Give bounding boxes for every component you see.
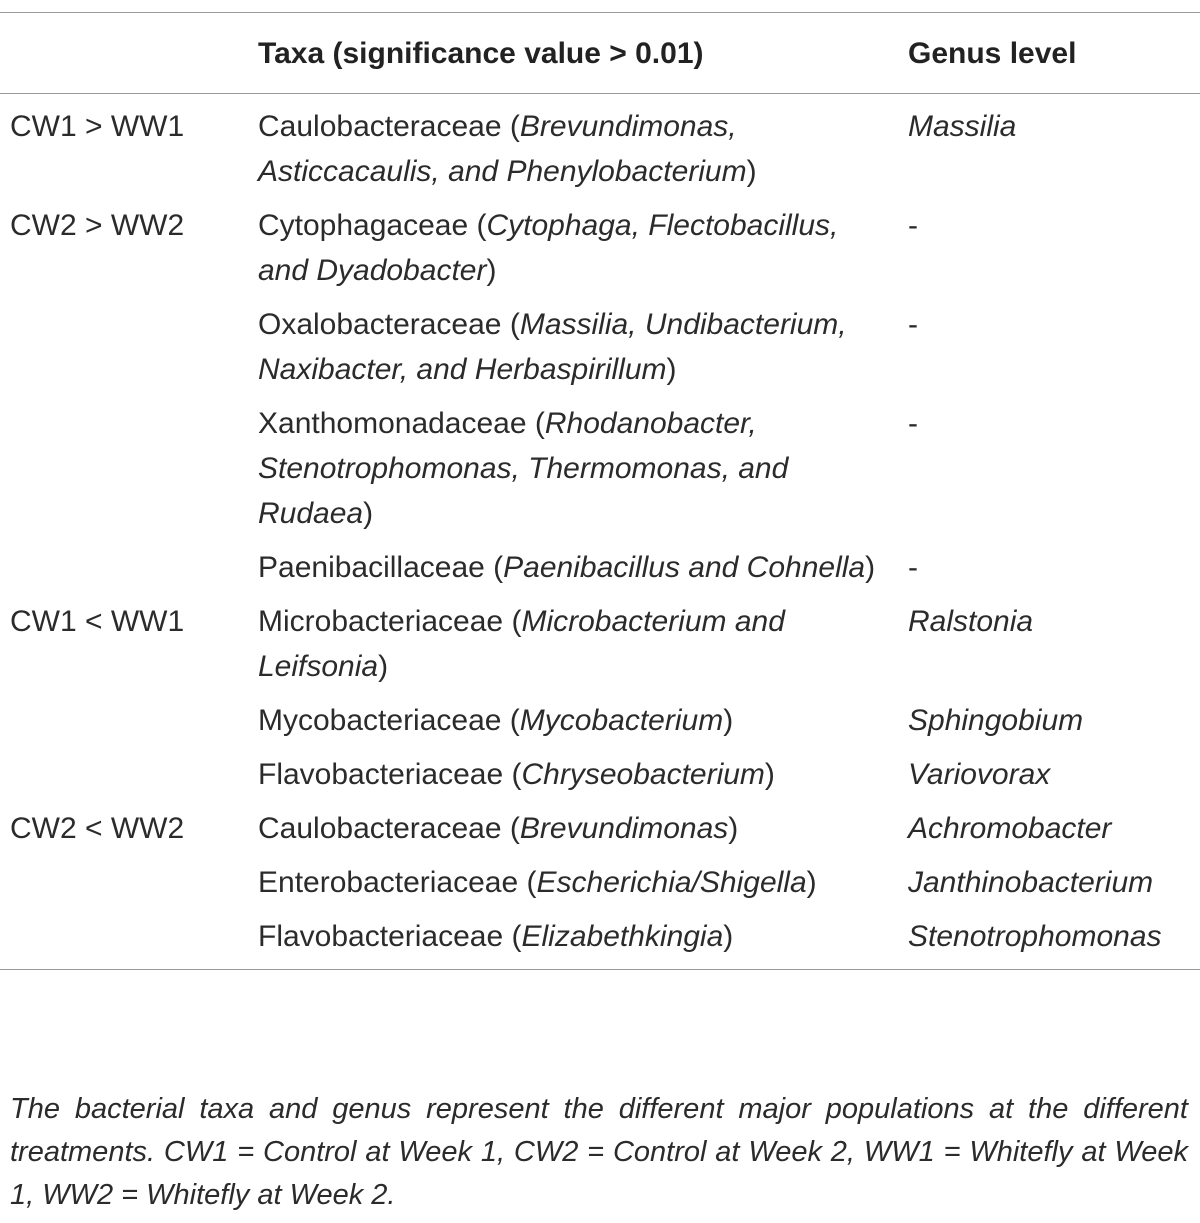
genus-level-cell: Ralstonia: [908, 605, 1034, 638]
header-taxa: Taxa (significance value > 0.01): [258, 36, 704, 70]
comparison-cell: [0, 392, 248, 536]
family-name: Microbacteriaceae: [258, 605, 504, 638]
comparison-cell: CW2 > WW2: [10, 209, 185, 242]
family-name: Xanthomonadaceae: [258, 407, 527, 440]
comparison-cell: [0, 743, 248, 797]
taxa-cell: Enterobacteriaceae (Escherichia/Shigella): [258, 866, 817, 899]
family-name: Flavobacteriaceae: [258, 920, 504, 953]
taxa-cell: Paenibacillaceae (Paenibacillus and Cohnella): [258, 551, 876, 584]
member-genera: Cytophaga, Flectobacillus, and Dyadobacter: [258, 209, 839, 287]
genus-level-cell: -: [908, 551, 918, 584]
member-genera: Paenibacillus and Cohnella: [503, 551, 866, 584]
table-row: [0, 797, 1200, 851]
comparison-cell: [0, 293, 248, 392]
taxa-cell: Microbacteriaceae (Microbacterium and Leifsonia): [258, 605, 785, 683]
header-genus-level: Genus level: [908, 36, 1077, 70]
member-genera: Brevundimonas: [519, 812, 729, 845]
taxa-cell: Cytophagaceae (Cytophaga, Flectobacillus, and Dyadobacter): [258, 209, 839, 287]
family-name: Cytophagaceae: [258, 209, 469, 242]
family-name: Mycobacteriaceae: [258, 704, 502, 737]
genus-level-cell: -: [908, 209, 918, 242]
table-row: [0, 392, 1200, 536]
taxa-cell: Caulobacteraceae (Brevundimonas, Asticcacaulis, and Phenylobacterium): [258, 110, 757, 188]
family-name: Enterobacteriaceae: [258, 866, 519, 899]
member-genera: Elizabethkingia: [521, 920, 724, 953]
family-name: Paenibacillaceae: [258, 551, 485, 584]
genus-level-cell: Stenotrophomonas: [908, 920, 1162, 953]
taxa-cell: Mycobacteriaceae (Mycobacterium): [258, 704, 734, 737]
taxa-cell: Oxalobacteraceae (Massilia, Undibacterium, Naxibacter, and Herbaspirillum): [258, 308, 847, 386]
table-row: [0, 905, 1200, 970]
table-row: [0, 536, 1200, 590]
family-name: Oxalobacteraceae: [258, 308, 502, 341]
taxa-cell: Caulobacteraceae (Brevundimonas): [258, 812, 739, 845]
genus-level-cell: -: [908, 407, 918, 440]
table-row: [0, 689, 1200, 743]
comparison-cell: CW1 < WW1: [10, 605, 185, 638]
taxa-cell: Flavobacteriaceae (Chryseobacterium): [258, 758, 775, 791]
taxa-cell: Xanthomonadaceae (Rhodanobacter, Stenotrophomonas, Thermomonas, and Rudaea): [258, 407, 789, 530]
genus-level-cell: -: [908, 308, 918, 341]
table-footnote: The bacterial taxa and genus represent the different major populations at the different treatments. CW1 = Control at Week 1, CW2 = Control at Week 2, WW1 = Whitefly at Week 1, WW2 = Whitefly at Week 2.: [10, 1093, 1188, 1211]
comparison-cell: CW1 > WW1: [10, 110, 185, 143]
comparison-cell: [0, 536, 248, 590]
member-genera: Rhodanobacter, Stenotrophomonas, Thermomonas, and Rudaea: [258, 407, 789, 530]
table-row: [0, 743, 1200, 797]
family-name: Caulobacteraceae: [258, 812, 502, 845]
member-genera: Brevundimonas, Asticcacaulis, and Phenylobacterium: [258, 110, 747, 188]
member-genera: Massilia, Undibacterium, Naxibacter, and Herbaspirillum: [258, 308, 847, 386]
table-row: [0, 94, 1200, 195]
genus-level-cell: Achromobacter: [908, 812, 1112, 845]
header-comparison: [0, 13, 248, 94]
table-header: [0, 13, 1200, 94]
member-genera: Mycobacterium: [519, 704, 724, 737]
member-genera: Escherichia/Shigella: [536, 866, 807, 899]
table-body: [0, 94, 1200, 970]
taxa-cell: Flavobacteriaceae (Elizabethkingia): [258, 920, 734, 953]
taxa-table: [0, 12, 1200, 970]
genus-level-cell: Massilia: [908, 110, 1017, 143]
comparison-cell: [0, 689, 248, 743]
member-genera: Chryseobacterium: [521, 758, 765, 791]
table-row: [0, 851, 1200, 905]
table-row: [0, 293, 1200, 392]
comparison-cell: [0, 851, 248, 905]
comparison-cell: CW2 < WW2: [10, 812, 185, 845]
table-row: [0, 590, 1200, 689]
family-name: Flavobacteriaceae: [258, 758, 504, 791]
header-row: [0, 13, 1200, 94]
comparison-cell: [0, 905, 248, 970]
family-name: Caulobacteraceae: [258, 110, 502, 143]
member-genera: Microbacterium and Leifsonia: [258, 605, 785, 683]
genus-level-cell: Sphingobium: [908, 704, 1084, 737]
table-row: [0, 194, 1200, 293]
genus-level-cell: Variovorax: [908, 758, 1051, 791]
genus-level-cell: Janthinobacterium: [908, 866, 1154, 899]
